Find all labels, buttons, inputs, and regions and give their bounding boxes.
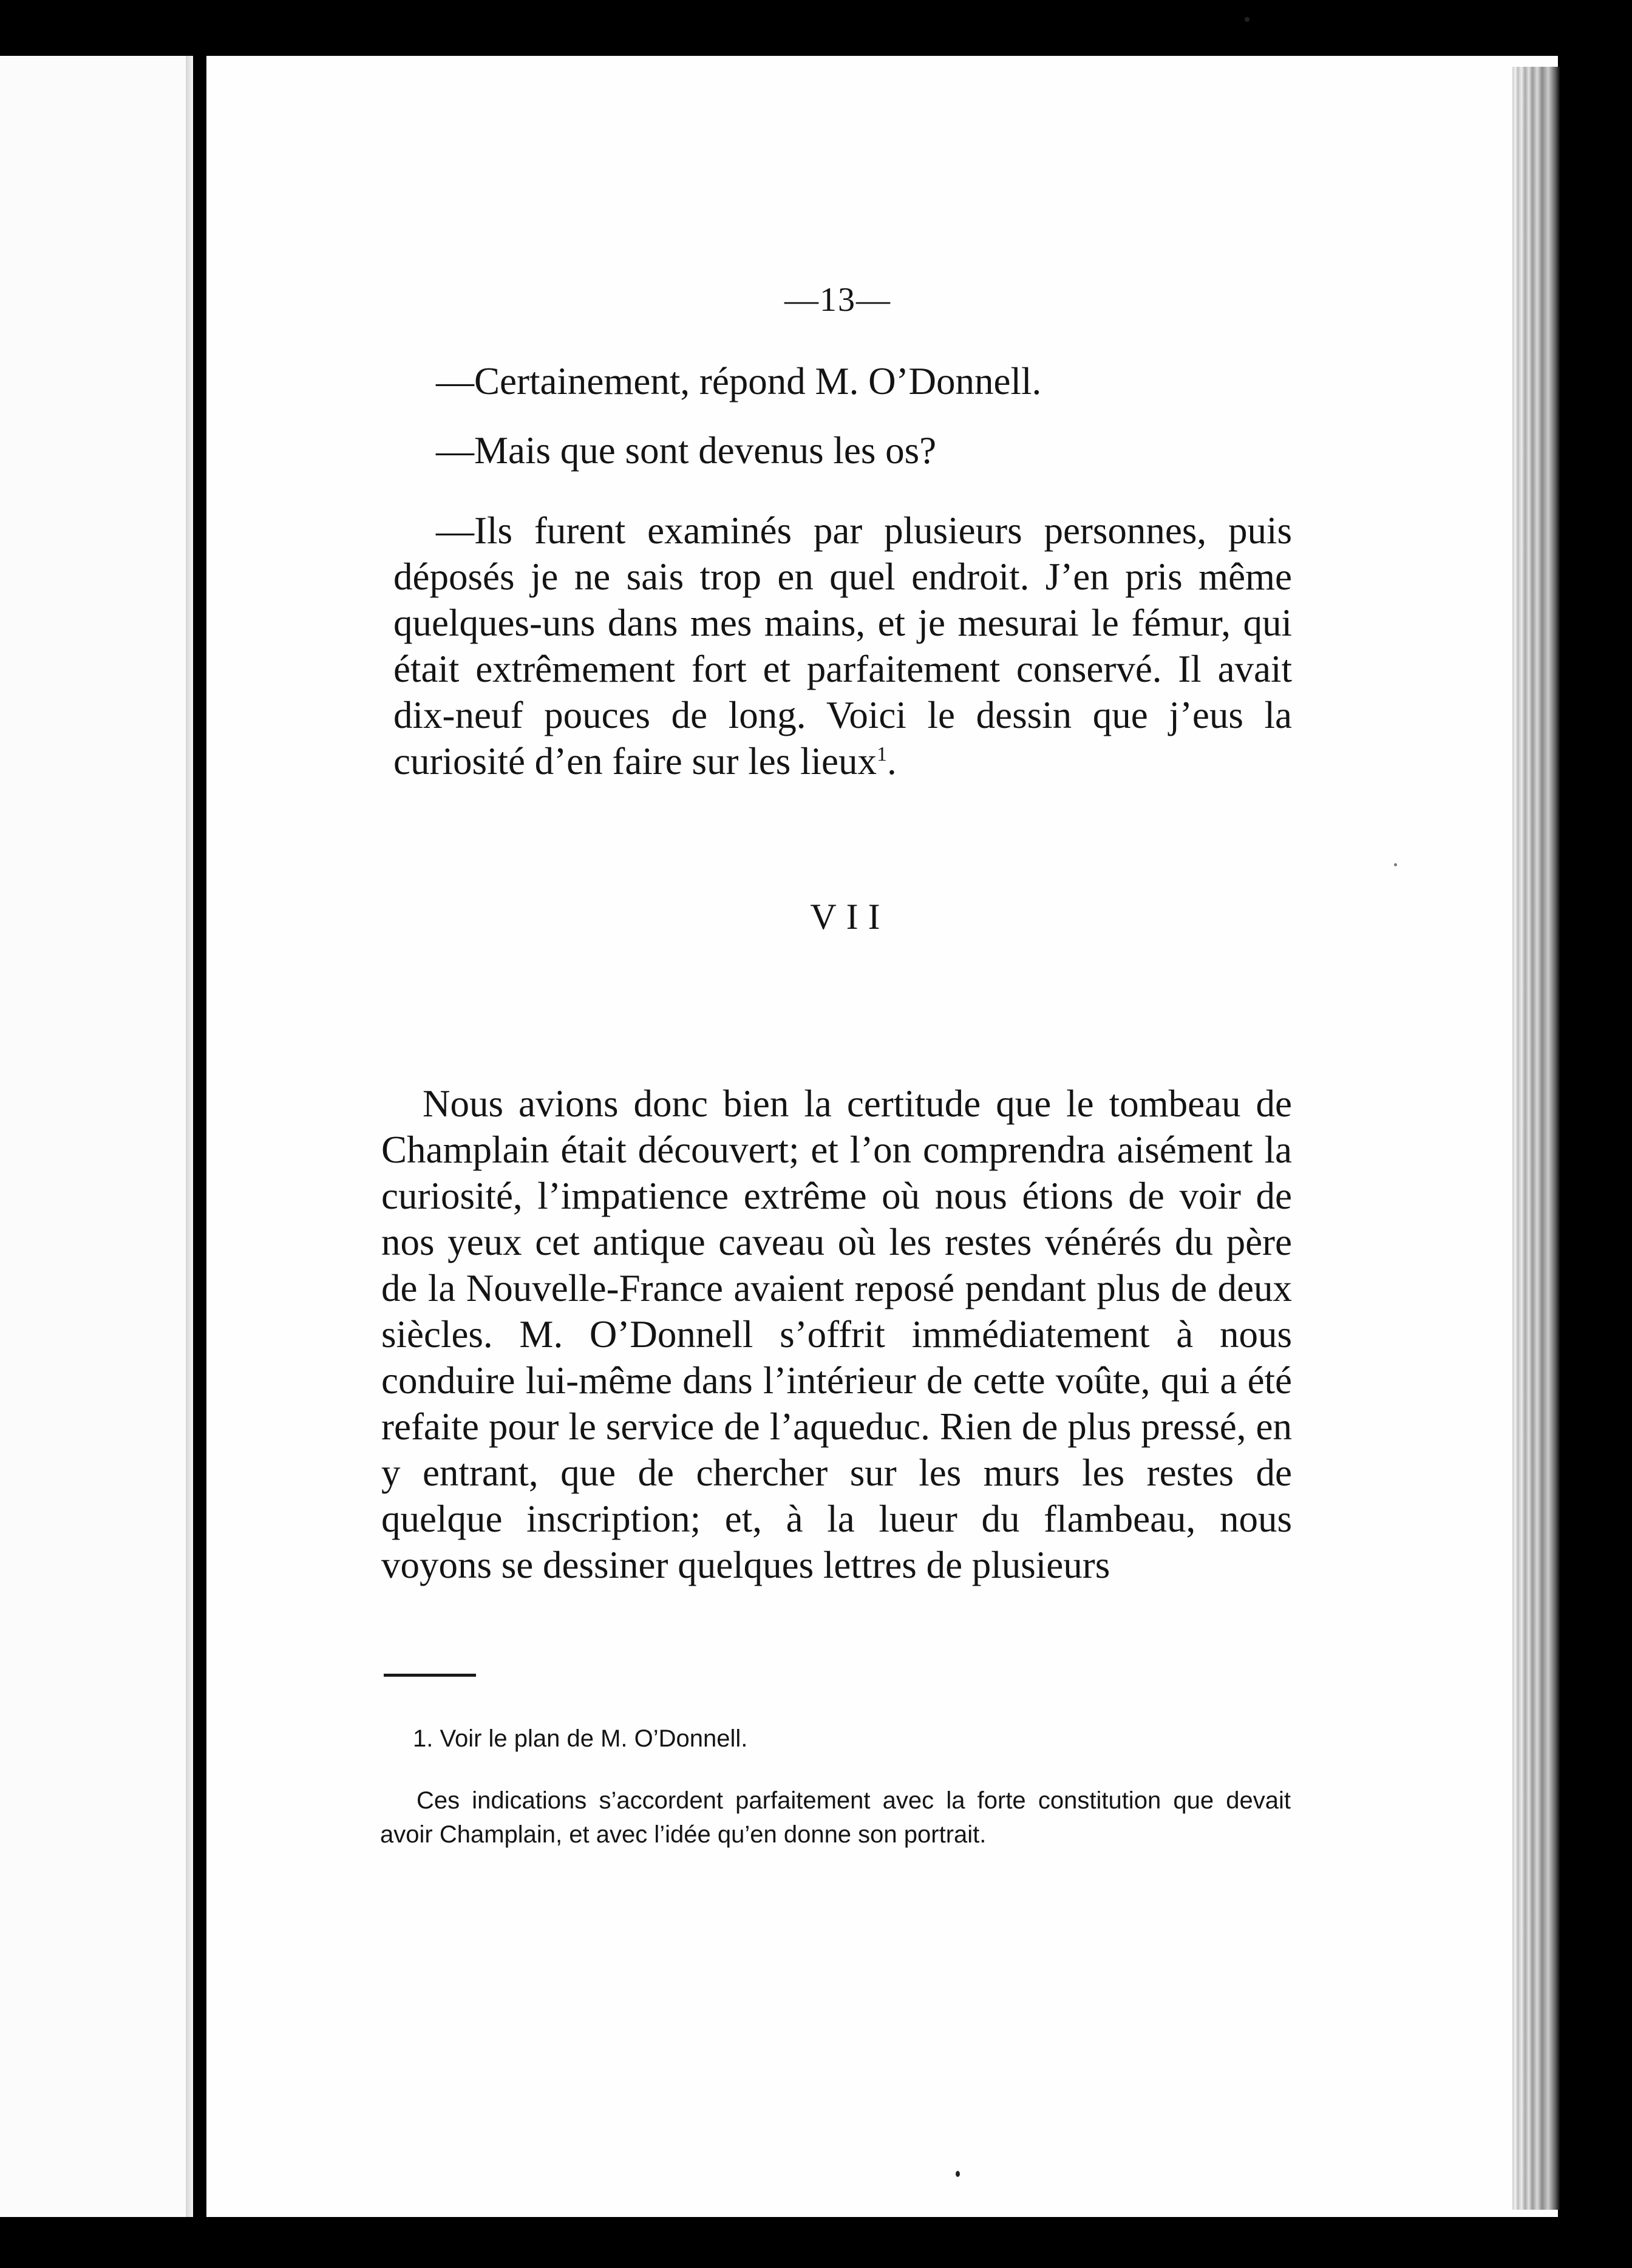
footnote-note: Ces indications s’accordent parfaitement avec la forte constitution que devait avoir Champlain, et avec l’idée qu’en donne son portrait. bbox=[380, 1787, 1291, 1848]
dialogue-paragraph bbox=[393, 508, 1292, 784]
scan-speck bbox=[1245, 17, 1250, 22]
page-number: —13— bbox=[784, 281, 891, 319]
body-paragraph: Nous avions donc bien la certitude que le tombeau de Champlain était découvert; et l’on comprendra aisément la curiosité, l’impatience extrême où nous étions de voir de nos yeux cet antique caveau où les restes vénérés du père de la Nouvelle-France avaient reposé pendant plus de deux siècles. M. O’Donnell s’offrit immédiatement à nous conduire lui-même dans l’intérieur de cette voûte, qui a été refaite pour le service de l’aqueduc. Rien de plus pressé, en y entrant, que de chercher sur les murs les restes de quelque inscription; et, à la lueur du flambeau, nous voyons se dessiner quelques lettres de plusieurs bbox=[381, 1082, 1292, 1586]
dialogue-paragraph-text: —Ils furent examinés par plusieurs personnes, puis déposés je ne sais trop en quel endroit. J’en pris même quelques-uns dans mes mains, et je mesurai le fémur, qui était extrêmement fort et parfaitement conservé. Il avait dix-neuf pouces de long. Voici le dessin que j’eus la curiosité d’en faire sur les lieux bbox=[393, 509, 1292, 783]
paragraph-end-punctuation: . bbox=[886, 740, 897, 783]
section-heading: VII bbox=[810, 897, 890, 937]
dialogue-line-1: —Certainement, répond M. O’Donnell. bbox=[436, 360, 1042, 402]
scan-speck bbox=[1394, 863, 1397, 866]
scan-speck bbox=[956, 2171, 960, 2177]
footnote-reference: 1 bbox=[876, 743, 887, 766]
page-stack-edges bbox=[1500, 67, 1560, 2210]
gutter-shadow bbox=[186, 56, 193, 2217]
dialogue-line-2: —Mais que sont devenus les os? bbox=[436, 429, 937, 472]
footnote-1: 1. Voir le plan de M. O’Donnell. bbox=[413, 1725, 748, 1752]
facing-page-edge bbox=[0, 56, 193, 2217]
footnote-divider bbox=[384, 1674, 476, 1677]
